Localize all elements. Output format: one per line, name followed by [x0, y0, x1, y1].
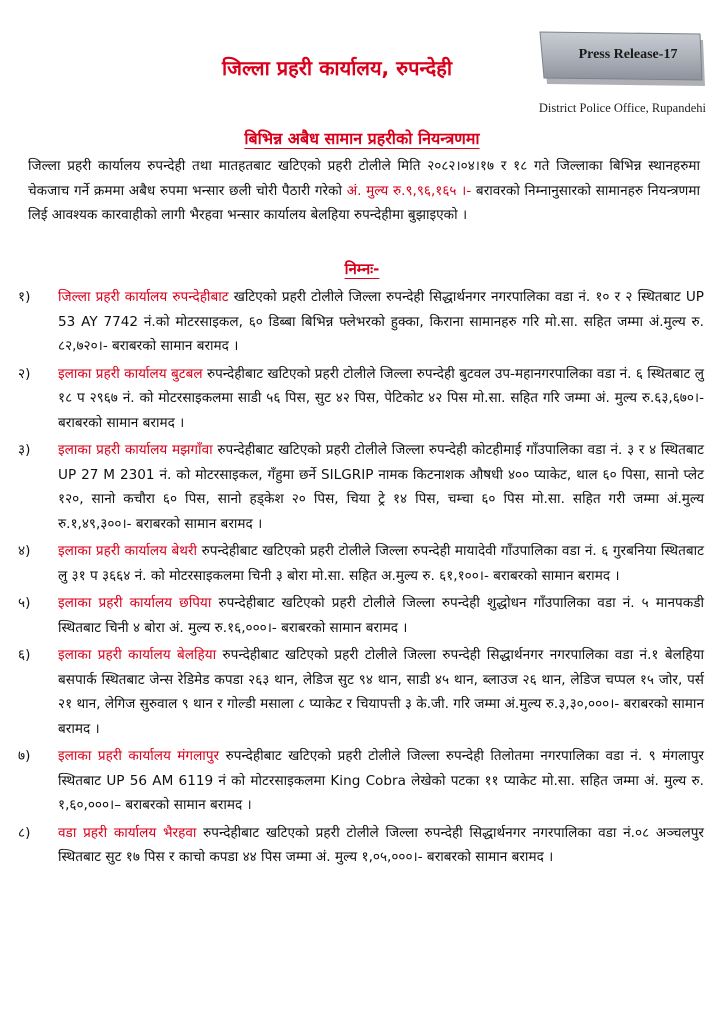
- seizure-item: [18, 362, 704, 436]
- seizure-item: [18, 539, 704, 588]
- headline-wrapper: [0, 127, 724, 149]
- press-release-label: Press Release-17: [578, 47, 678, 62]
- seizure-item: [18, 744, 704, 818]
- office-title: जिल्ला प्रहरी कार्यालय, रुपन्देही: [222, 56, 453, 80]
- seizure-item: [18, 438, 704, 536]
- item-text: रुपन्देहीबाट खटिएको प्रहरी टोलीले जिल्ला रुपन्देही सिद्धार्थनगर नगरपालिका वडा नं.१ बेलहिया बसपार्क स्थितबाट जेन्स रेडिमेड कपडा २६३ थान, लेडिज सुट ९४ थान, साडी ४५ थान, ब्लाउज २६ थान, लेडिज चप्पल १५ जोर, पर्स २१ थान, लेगिज सुरुवाल ९ थान र गोल्डी मसाला ८ प्याकेट र चियापत्ती ३ के.जी. गरि जम्मा अं.मुल्य रु.३,३०,०००।- बराबरको सामान बरामद ।: [58, 647, 704, 737]
- list-heading-wrapper: [0, 259, 724, 279]
- seizure-item: [18, 285, 704, 359]
- headline: बिभिन्न अबैध सामान प्रहरीको नियन्त्रणमा: [244, 129, 480, 148]
- item-text: खटिएको प्रहरी टोलीले जिल्ला रुपन्देही सिद्धार्थनगर नगरपालिका वडा नं. १० र २ स्थितबाट UP 53 AY 7742 नं.को मोटरसाइकल, ६० डिब्बा बिभिन्न फ्लेभरको हुक्का, किराना सामानहरु गरि मो.सा. सहित जम्मा अं.मुल्य रु. ८२,७२०।- बराबरको सामान बरामद ।: [58, 289, 704, 354]
- seizure-item: [18, 591, 704, 640]
- intro-total-amount: अं. मुल्य रु.९,९६,१६५ ।-: [346, 182, 472, 199]
- office-subtitle: District Police Office, Rupandehi: [538, 101, 706, 115]
- list-heading: निम्नः-: [344, 260, 380, 278]
- item-text: रुपन्देहीबाट खटिएको प्रहरी टोलीले जिल्ला रुपन्देही बुटवल उप-महानगरपालिका वडा नं. ६ स्थितबाट लु १८ प २९६७ नं. को मोटरसाइकलमा साडी ५६ पिस, सुट ४२ पिस, पेटिकोट ४२ पिस मो.सा. सहित गरि जम्मा अं. मुल्य रु.६३,६७०।- बराबरको सामान बरामद ।: [58, 365, 704, 431]
- item-office: जिल्ला प्रहरी कार्यालय रुपन्देहीबाट: [58, 289, 229, 305]
- item-number: २): [18, 365, 31, 382]
- item-number: ७): [18, 748, 31, 764]
- item-office: इलाका प्रहरी कार्यालय मझगाँवा: [58, 442, 213, 458]
- item-office: वडा प्रहरी कार्यालय भैरहवा: [58, 824, 197, 841]
- item-office: इलाका प्रहरी कार्यालय छपिया: [58, 595, 212, 611]
- item-office: इलाका प्रहरी कार्यालय बेथरी: [58, 543, 198, 559]
- item-text: रुपन्देहीबाट खटिएको प्रहरी टोलीले जिल्ला रुपन्देही सिद्धार्थनगर नगरपालिका वडा नं.०८ अञ्चलपुर स्थितबाट सुट १७ पिस र काचो कपडा ४४ पिस जम्मा अं. मुल्य १,०५,०००।- बराबरको सामान बरामद ।: [58, 824, 704, 865]
- press-release-badge: [534, 28, 706, 92]
- intro-paragraph: [28, 154, 700, 228]
- item-text: रुपन्देहीबाट खटिएको प्रहरी टोलीले जिल्ला रुपन्देही मायादेवी गाँउपालिका वडा नं. ६ गुरबनिया स्थितबाट लु ३१ प ३६६४ नं. को मोटरसाइकलमा चिनी ३ बोरा मो.सा. सहित अ.मुल्य रु. ६१,१००।- बराबरको सामान बरामद ।: [58, 543, 704, 584]
- item-text: रुपन्देहीबाट खटिएको प्रहरी टोलीले जिल्ला रुपन्देही शुद्धोधन गाँउपालिका वडा नं. ५ मानपकडी स्थितबाट चिनी ४ बोरा अं. मुल्य रु.१६,०००।- बराबरको सामान बरामद ।: [58, 595, 704, 636]
- seizure-list: [18, 285, 704, 873]
- item-text: रुपन्देहीबाट खटिएको प्रहरी टोलीले जिल्ला रुपन्देही तिलोतमा नगरपालिका वडा नं. ९ मंगलापुर स्थितबाट UP 56 AM 6119 नं को मोटरसाइकलमा King Cobra लेखेको पटका ११ प्याकेट मो.सा. सहित जम्मा अं. मुल्य रु. १,६०,०००।– बराबरको सामान बरामद ।: [58, 748, 704, 813]
- seizure-item: [18, 821, 704, 870]
- intro-text-after: बरावरको निम्नानुसारको सामानहरु नियन्त्रणमा लिई आवश्यक कारवाहीको लागी भैरहवा भन्सार कार्यालय बेलहिया रुपन्देहीमा बुझाइएको ।: [28, 182, 700, 223]
- item-office: इलाका प्रहरी कार्यालय बेलहिया: [58, 647, 217, 663]
- item-number: १): [18, 289, 31, 305]
- item-number: ४): [18, 543, 31, 559]
- item-text: रुपन्देहीबाट खटिएको प्रहरी टोलीले जिल्ला रुपन्देही कोटहीमाई गाँउपालिका वडा नं. ३ र ४ स्थितबाट UP 27 M 2301 नं. को मोटरसाइकल, गँहुमा छर्ने SILGRIP नामक किटनाशक औषधी ४०० प्याकेट, थाल ६० पिसा, सानो प्लेट १२०, सानो कचौरा ६० पिस, सानो हड्केश २० पिस, चिया ट्रे १४ पिस, चम्चा ६० पिस मो.सा. सहित गरी जम्मा अं.मुल्य रु.१,४९,३००।- बराबरको सामान बरामद ।: [58, 442, 705, 532]
- item-number: ५): [18, 595, 31, 611]
- item-number: ३): [18, 442, 31, 458]
- intro-text: जिल्ला प्रहरी कार्यालय रुपन्देही तथा मातहतबाट खटिएको प्रहरी टोलीले मिति २०८२।०४।१७ र १८ गते जिल्लाका बिभिन्न स्थानहरुमा चेकजाच गर्ने क्रममा अबैध रुपमा भन्सार छली चोरी पैठारी गरेको: [28, 158, 700, 199]
- item-number: ६): [18, 647, 31, 663]
- item-office: इलाका प्रहरी कार्यालय बुटबल: [58, 365, 203, 382]
- item-number: ८): [18, 824, 31, 841]
- item-office: इलाका प्रहरी कार्यालय मंगलापुर: [58, 748, 220, 764]
- seizure-item: [18, 643, 704, 741]
